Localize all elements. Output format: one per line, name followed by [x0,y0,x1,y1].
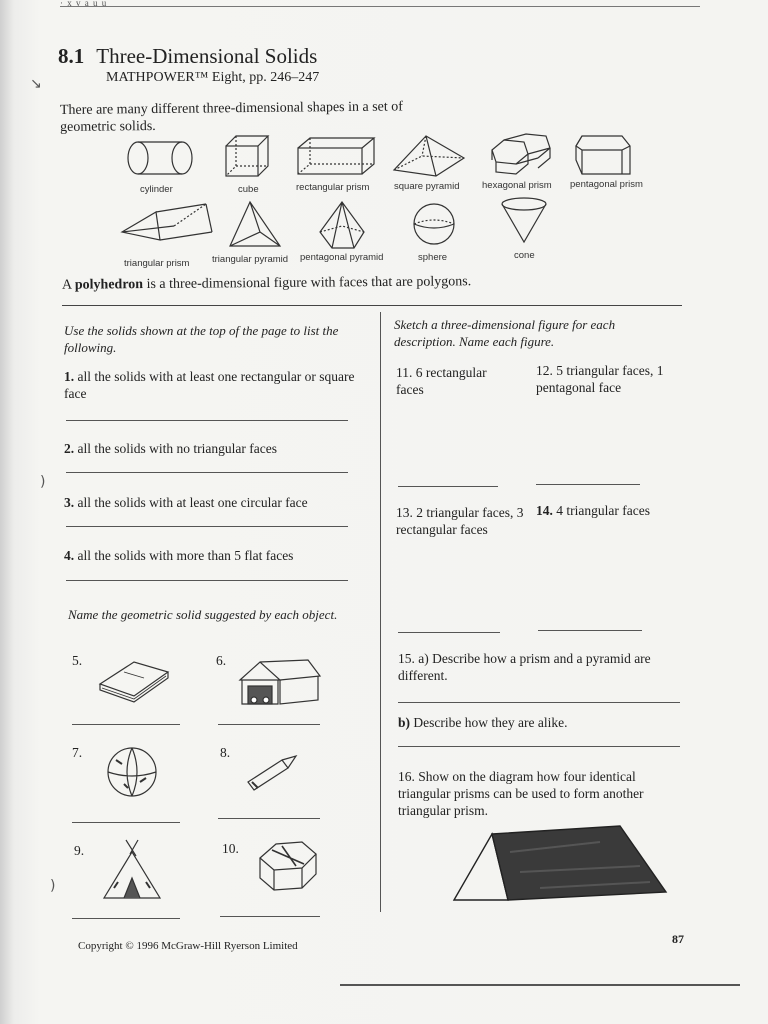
answer-line-11[interactable] [398,486,498,487]
answer-line-8[interactable] [218,818,320,819]
copyright: Copyright © 1996 McGraw-Hill Ryerson Limited [78,940,298,952]
question-text: Show on the diagram how four identical triangular prisms can be used to form another triangular prism. [398,769,644,818]
question-text: Describe how a prism and a pyramid are different. [398,651,651,683]
bottom-rule [340,984,740,986]
section-number: 8.1 [58,44,85,68]
question-1 [64,368,364,402]
triangular-prism-icon [122,204,212,240]
question-15b [398,714,678,731]
question-text: all the solids with more than 5 flat faces [77,548,294,563]
question-number: 15. a) [398,651,429,666]
definition-prefix: A [61,277,75,293]
shape-label: sphere [418,252,448,263]
question-4 [64,547,364,564]
question-number: 16. [398,769,415,784]
shape-label: rectangular prism [296,182,370,193]
pencil-icon [242,752,302,792]
shape-label: cylinder [140,184,173,195]
object-number: 7. [72,745,83,760]
object-number: 8. [220,745,231,760]
question-number: 14. [536,503,553,518]
subtitle: MATHPOWER™ Eight, pp. 246–247 [106,70,320,85]
section-divider [62,305,682,306]
question-number: 13. [396,505,413,520]
polyhedron-definition [62,274,471,294]
question-12 [536,362,676,396]
page-title [58,44,317,69]
question-text: 4 triangular faces [556,503,650,518]
shape-label: cube [238,184,259,195]
object-number: 9. [74,843,85,858]
object-instructions: Name the geometric solid suggested by each object. [68,607,338,622]
column-divider [380,312,381,912]
title-text: Three-Dimensional Solids [96,44,318,68]
question-text: all the solids with at least one rectangular or square face [64,369,355,401]
page-number: 87 [672,932,684,946]
question-text: 5 triangular faces, 1 pentagonal face [536,363,664,395]
triangular-prism-diagram[interactable] [450,822,670,906]
answer-line-5[interactable] [72,724,180,725]
shape-label: pentagonal prism [570,179,643,190]
shape-label: pentagonal pyramid [300,252,384,263]
shape-label: triangular pyramid [212,254,289,265]
object-number: 5. [72,653,83,668]
shape-label: square pyramid [394,181,460,192]
hexagonal-box-icon [252,836,324,898]
cone-icon [502,198,546,242]
sphere-icon [414,204,454,244]
answer-line-12[interactable] [536,484,640,485]
question-number: b) [398,715,411,730]
definition-term: polyhedron [74,277,144,293]
question-text: all the solids with at least one circular face [77,495,308,510]
answer-line-3[interactable] [66,526,348,527]
answer-line-1[interactable] [66,420,348,421]
question-text: 2 triangular faces, 3 rectangular faces [396,505,524,537]
top-rule [60,6,700,7]
shape-label: cone [514,250,535,261]
triangular-pyramid-icon [230,202,280,246]
margin-mark: ) [40,474,46,490]
pentagonal-pyramid-icon [320,202,364,248]
question-15a [398,650,678,684]
shapes-gallery [100,128,680,278]
object-number: 6. [216,653,227,668]
question-number: 2. [64,441,75,456]
question-number: 4. [64,548,75,563]
answer-line-14[interactable] [538,630,642,631]
left-instructions: Use the solids shown at the top of the page to list the following. [64,323,339,355]
question-3 [64,494,364,511]
hexagonal-prism-icon [492,134,550,174]
cylinder-icon [128,142,192,174]
question-text: all the solids with no triangular faces [77,441,277,456]
margin-mark: ↘ [30,76,42,92]
answer-line-15b[interactable] [398,746,680,747]
definition-rest: is a three-dimensional figure with faces that are polygons. [142,274,472,293]
question-text: 6 rectangular faces [396,365,487,397]
book-icon [94,656,174,706]
margin-mark: ) [50,878,56,894]
right-instructions: Sketch a three-dimensional figure for each description. Name each figure. [394,317,616,349]
answer-line-10[interactable] [220,916,320,917]
answer-line-15a[interactable] [398,702,680,703]
question-11 [396,364,516,398]
teepee-icon [100,838,164,904]
question-number: 3. [64,495,75,510]
pentagonal-prism-icon [576,136,630,174]
intro-text: There are many different three-dimensional shapes in a set of geometric solids. [59,99,403,135]
globe-icon [104,742,160,802]
question-14 [536,502,676,519]
answer-line-4[interactable] [66,580,348,581]
object-number: 10. [222,841,239,856]
answer-line-6[interactable] [218,724,320,725]
question-number: 12. [536,363,553,378]
question-13 [396,504,536,538]
question-number: 1. [64,369,75,384]
square-pyramid-icon [394,136,464,176]
answer-line-9[interactable] [72,918,180,919]
question-2 [64,440,364,457]
answer-line-13[interactable] [398,632,500,633]
answer-line-7[interactable] [72,822,180,823]
question-number: 11. [396,365,413,380]
top-fragment: · x v a u u [60,0,108,8]
garage-icon [234,654,324,710]
shape-label: hexagonal prism [482,180,552,191]
cube-icon [226,136,268,176]
shape-label: triangular prism [124,258,190,269]
answer-line-2[interactable] [66,472,348,473]
rectangular-prism-icon [298,138,374,174]
question-16 [398,768,688,819]
question-text: Describe how they are alike. [413,715,568,730]
